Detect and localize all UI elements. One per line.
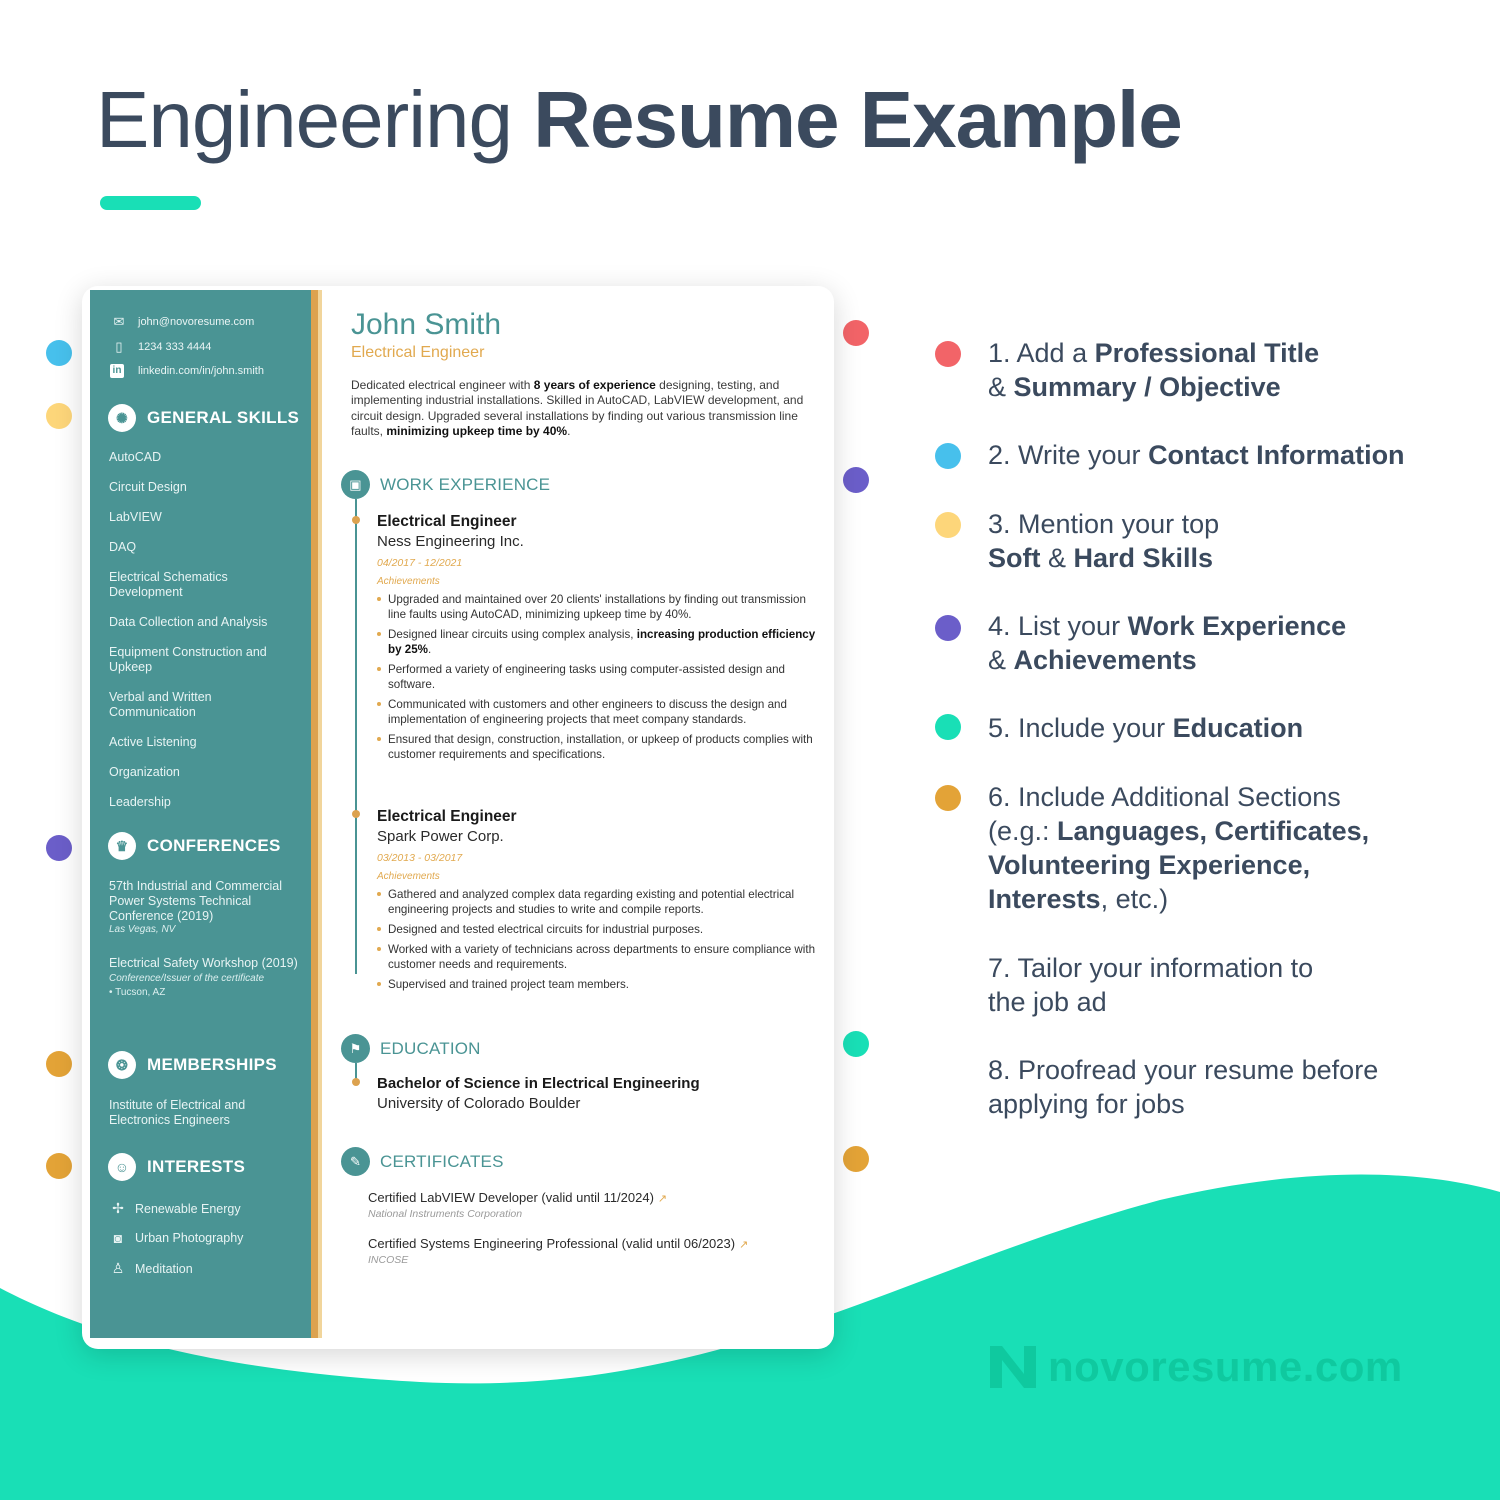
conference-item: Electrical Safety Workshop (2019) Conference/Issuer of the certificate • Tucson, AZ: [109, 956, 298, 998]
briefcase-icon: ▣: [341, 470, 370, 499]
step-7: 7. Tailor your information to the job ad: [988, 953, 1314, 1017]
step-8: 8. Proofread your resume before applying for jobs: [988, 1055, 1379, 1119]
red-dot-title: [843, 320, 869, 346]
skill-item: Verbal and Written Communication: [109, 690, 212, 719]
skill-item: DAQ: [109, 540, 137, 554]
step-3-dot: [935, 512, 961, 538]
mint-dot-education: [843, 1031, 869, 1057]
accent-stripe: [311, 290, 318, 1338]
achievement-list: [377, 592, 817, 762]
step-1: 1. Add a Professional Title & Summary / Objective: [988, 338, 1320, 402]
timeline-dot: [352, 810, 360, 818]
wind-turbine-icon: ✢: [112, 1200, 124, 1216]
step-6: 6. Include Additional Sections (e.g.: Languages, Certificates, Volunteering Experience, Interests, etc.): [988, 782, 1370, 914]
step-1-dot: [935, 341, 961, 367]
achievement-bullet: Gathered and analyzed complex data regarding existing and potential electrical engineering projects and studies to write and compile reports.: [377, 887, 817, 917]
interest-item: ♙ Meditation: [109, 1260, 193, 1277]
interest-item: ✢ Renewable Energy: [109, 1200, 241, 1217]
step-4: 4. List your Work Experience & Achievements: [988, 611, 1347, 675]
certificate-icon: ✎: [341, 1147, 370, 1176]
camera-icon: ◙: [113, 1230, 123, 1246]
graduation-icon: ⚑: [341, 1034, 370, 1063]
network-icon: ❂: [108, 1051, 136, 1079]
certificate-item: Certified Systems Engineering Professional (valid until 06/2023) ↗ INCOSE: [368, 1236, 749, 1266]
skill-item: Active Listening: [109, 735, 197, 749]
meditation-icon: ♙: [111, 1260, 125, 1276]
interests-icon: ☺: [108, 1153, 136, 1181]
step-3: 3. Mention your top Soft & Hard Skills: [988, 509, 1220, 573]
conference-item: 57th Industrial and Commercial Power Systems Technical Conference (2019) Las Vegas, NV: [109, 879, 282, 935]
achievement-bullet: Communicated with customers and other engineers to discuss the design and implementation of engineering projects that meet company standards.: [377, 697, 817, 727]
skill-item: Electrical Schematics Development: [109, 570, 228, 599]
page-title: Engineering Resume Example: [96, 75, 1182, 164]
n-logo-icon: [986, 1342, 1040, 1392]
resume-summary: Dedicated electrical engineer with 8 years of experience designing, testing, and implementing industrial installations. Skilled in AutoCAD, LabVIEW development, and circuit design. Upgraded several installations by finding out various transmission line faults, minimizing upkeep time by 40%.: [351, 378, 804, 438]
work-timeline: [355, 499, 357, 974]
trophy-icon: ♛: [108, 832, 136, 860]
memberships-heading: ❂ MEMBERSHIPS: [108, 1051, 277, 1079]
step-5: 5. Include your Education: [988, 713, 1304, 743]
resume-card: [82, 286, 834, 1349]
step-6-dot: [935, 785, 961, 811]
brain-icon: ✺: [108, 404, 136, 432]
achievement-bullet: Performed a variety of engineering tasks using computer-assisted design and software.: [377, 662, 817, 692]
envelope-icon: ✉: [113, 314, 125, 329]
skill-item: Equipment Construction and Upkeep: [109, 645, 267, 674]
interests-heading: ☺ INTERESTS: [108, 1153, 245, 1181]
step-2: 2. Write your Contact Information: [988, 440, 1405, 470]
linkedin-icon: in: [110, 364, 124, 378]
achievement-bullet: Ensured that design, construction, installation, or upkeep of products complies with customer requirements and specifications.: [377, 732, 817, 762]
skill-item: Data Collection and Analysis: [109, 615, 268, 629]
achievement-bullet: Designed linear circuits using complex analysis, increasing production efficiency by 25%.: [377, 627, 817, 657]
orange-dot-memberships: [46, 1051, 72, 1077]
skill-item: LabVIEW: [109, 510, 162, 524]
step-5-dot: [935, 714, 961, 740]
brand-logo: [986, 1342, 1403, 1392]
education-heading: ⚑ EDUCATION: [341, 1034, 481, 1063]
phone-icon: ▯: [115, 339, 123, 354]
brand-name: novoresume.com: [1048, 1343, 1403, 1390]
education-timeline: [355, 1063, 357, 1079]
skill-item: Leadership: [109, 795, 171, 809]
achievement-bullet: Upgraded and maintained over 20 clients' installations by finding out transmission line faults using AutoCAD, minimizing upkeep time by 40%.: [377, 592, 817, 622]
membership-item: Institute of Electrical and Electronics Engineers: [109, 1098, 246, 1127]
skill-item: Organization: [109, 765, 180, 779]
orange-dot-interests: [46, 1153, 72, 1179]
step-4-dot: [935, 615, 961, 641]
interest-item: ◙ Urban Photography: [109, 1230, 243, 1246]
skill-item: Circuit Design: [109, 480, 187, 494]
yellow-dot-skills: [46, 403, 72, 429]
achievement-bullet: Worked with a variety of technicians across departments to ensure compliance with customer needs and requirements.: [377, 942, 817, 972]
external-link-icon[interactable]: ↗: [739, 1239, 749, 1251]
blue-dot-contact: [46, 340, 72, 366]
achievement-bullet: Supervised and trained project team members.: [377, 977, 817, 992]
purple-dot-conferences: [46, 835, 72, 861]
timeline-dot: [352, 1078, 360, 1086]
job-entry: Electrical Engineer Spark Power Corp. 03/2013 - 03/2017 Achievements Gathered and analyzed complex data regarding existing and potential electrical engineering projects and studies to write and compile reports. Designed and tested electrical circuits for industrial purposes. Worked with a variety of technicians across departments to ensure compliance with customer needs and requirements. Supervised and trained project team members.: [377, 808, 816, 991]
orange-dot-certificates: [843, 1146, 869, 1172]
work-heading: ▣ WORK EXPERIENCE: [341, 470, 550, 499]
job-entry: Electrical Engineer Ness Engineering Inc. 04/2017 - 12/2021 Achievements Upgraded and maintained over 20 clients' installations by finding out transmission line faults using AutoCAD, minimizing upkeep time by 40%. Designed linear circuits using complex analysis, increasing production efficiency by 25%. Performed a variety of engineering tasks using computer-assisted design and software. Communicated with customers and other engineers to discuss the design and implementation of engineering projects that meet company standards. Ensured that design, construction, installation, or upkeep of products complies with customer requirements and specifications.: [377, 513, 816, 761]
skill-item: AutoCAD: [109, 450, 162, 464]
certificate-item: Certified LabVIEW Developer (valid until 11/2024) ↗ National Instruments Corporation: [368, 1190, 668, 1220]
step-2-dot: [935, 443, 961, 469]
achievement-bullet: Designed and tested electrical circuits for industrial purposes.: [377, 922, 817, 937]
skills-heading: ✺ GENERAL SKILLS: [108, 404, 299, 432]
timeline-dot: [352, 516, 360, 524]
accent-stripe-light: [318, 290, 322, 1338]
external-link-icon[interactable]: ↗: [657, 1193, 668, 1205]
resume-sidebar: [90, 290, 311, 1338]
education-entry: Bachelor of Science in Electrical Engineering University of Colorado Boulder: [377, 1075, 700, 1112]
bullet-icon: •: [109, 987, 113, 998]
contact-email: ✉ john@novoresume.com: [110, 314, 254, 330]
achievement-list: [377, 887, 817, 992]
conferences-heading: ♛ CONFERENCES: [108, 832, 281, 860]
contact-phone: ▯ 1234 333 4444: [110, 339, 211, 355]
certificates-heading: ✎ CERTIFICATES: [341, 1147, 504, 1176]
resume-job-title: Electrical Engineer: [351, 344, 485, 361]
title-underline: [100, 196, 201, 210]
contact-linkedin: in linkedin.com/in/john.smith: [110, 364, 264, 378]
resume-name: John Smith: [351, 308, 502, 341]
purple-dot-work: [843, 467, 869, 493]
